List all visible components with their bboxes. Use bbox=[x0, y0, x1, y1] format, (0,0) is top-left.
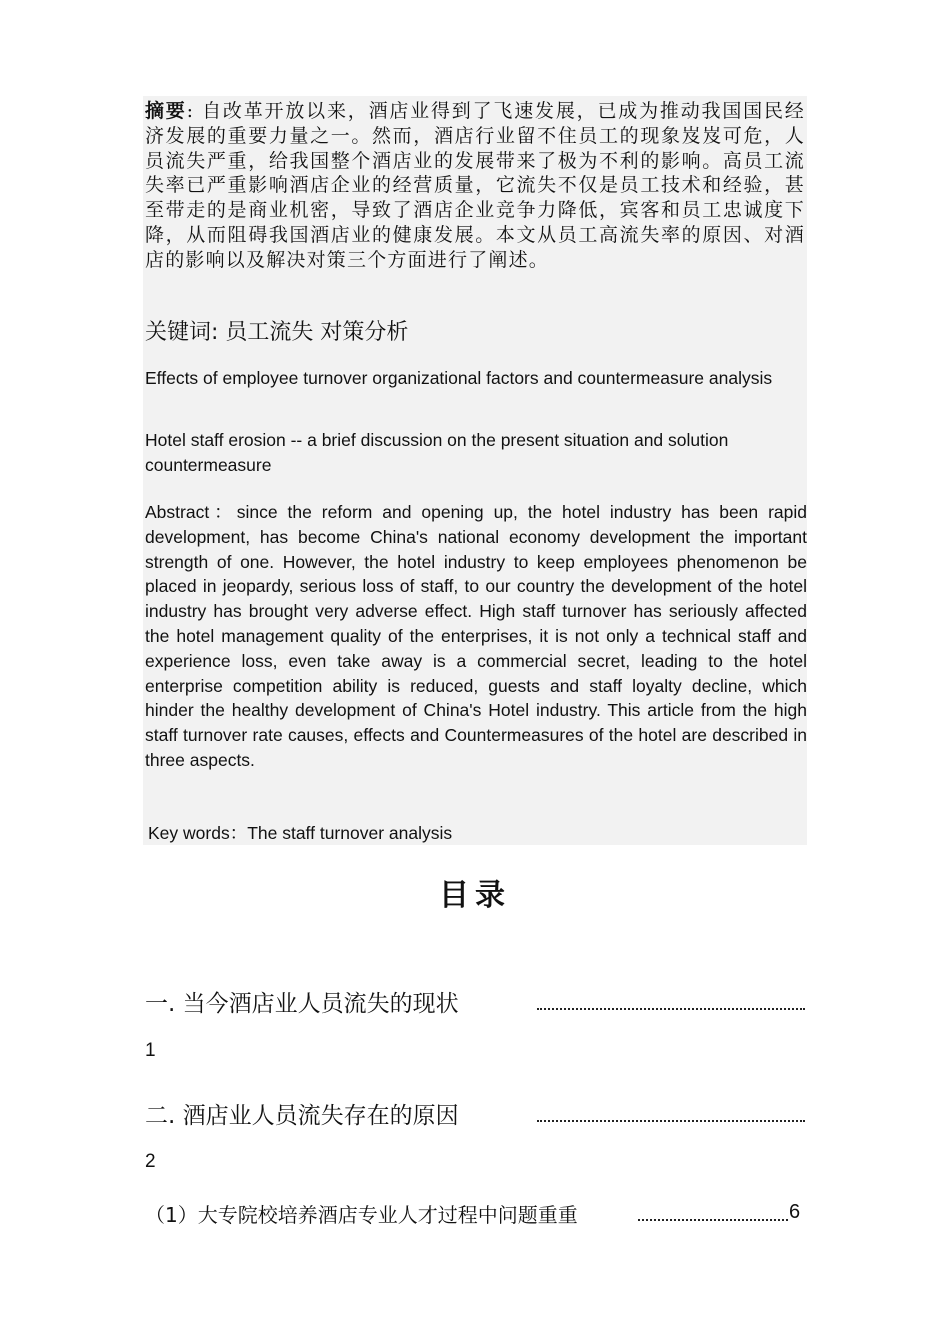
abstract-english: Abstract：since the reform and opening up, the hotel industry has been rapid development, has become China's national economy development the important strength of one. However, the hotel industry to keep employees phenomenon be placed in jeopardy, serious loss of staff, to our country the development of the hotel industry has brought very adverse effect. High staff turnover has seriously affected the hotel management quality of the enterprises, it is not only a technical staff and experience loss, even take away is a commercial secret, leading to the hotel enterprise competition ability is reduced, guests and staff loyalty decline, which hinder the healthy development of China's Hotel industry. This article from the high staff turnover rate causes, effects and Countermeasures of the hotel are described in three aspects. bbox=[145, 502, 807, 770]
toc-entry-title: 二. 酒店业人员流失存在的原因 bbox=[145, 1103, 459, 1129]
toc-leader-dots bbox=[638, 1219, 788, 1221]
keywords-chinese: 关键词: 员工流失 对策分析 bbox=[145, 320, 409, 345]
toc-entry-title: （1）大专院校培养酒店专业人才过程中问题重重 bbox=[145, 1203, 578, 1227]
english-title-2: Hotel staff erosion -- a brief discussion on the present situation and solution countermeasure bbox=[145, 430, 729, 475]
keywords-english: Key words：The staff turnover analysis bbox=[148, 823, 453, 843]
toc-entry-page: 2 bbox=[145, 1151, 156, 1172]
abstract-chinese-body: : 自改革开放以来，酒店业得到了飞速发展，已成为推动我国国民经济发展的重要力量之一。然而，酒店行业留不住员工的现象岌岌可危，人员流失严重，给我国整个酒店业的发展带来了极为不利的影响。高员工流失率已严重影响酒店企业的经营质量，它流失不仅是员工技术和经验，甚至带走的是商业机密，导致了酒店企业竞争力降低，宾客和员工忠诚度下降，从而阻碍我国酒店业的健康发展。本文从员工高流失率的原因、对酒店的影响以及解决对策三个方面进行了阐述。 bbox=[145, 100, 805, 271]
toc-title: 目录 bbox=[439, 878, 511, 913]
abstract-chinese bbox=[145, 99, 805, 273]
toc-entry[interactable] bbox=[145, 1199, 807, 1228]
toc-entry[interactable] bbox=[145, 985, 807, 1018]
toc-entry-page: 1 bbox=[145, 1040, 156, 1061]
english-title-1: Effects of employee turnover organizational factors and countermeasure analysis bbox=[145, 368, 773, 388]
toc-leader-dots bbox=[537, 1008, 805, 1010]
toc-entry-title: 一. 当今酒店业人员流失的现状 bbox=[145, 991, 459, 1017]
toc-entry-page: 6 bbox=[789, 1201, 801, 1223]
toc-entry[interactable] bbox=[145, 1097, 807, 1130]
abstract-label: 摘要 bbox=[145, 100, 187, 122]
toc-leader-dots bbox=[537, 1120, 805, 1122]
